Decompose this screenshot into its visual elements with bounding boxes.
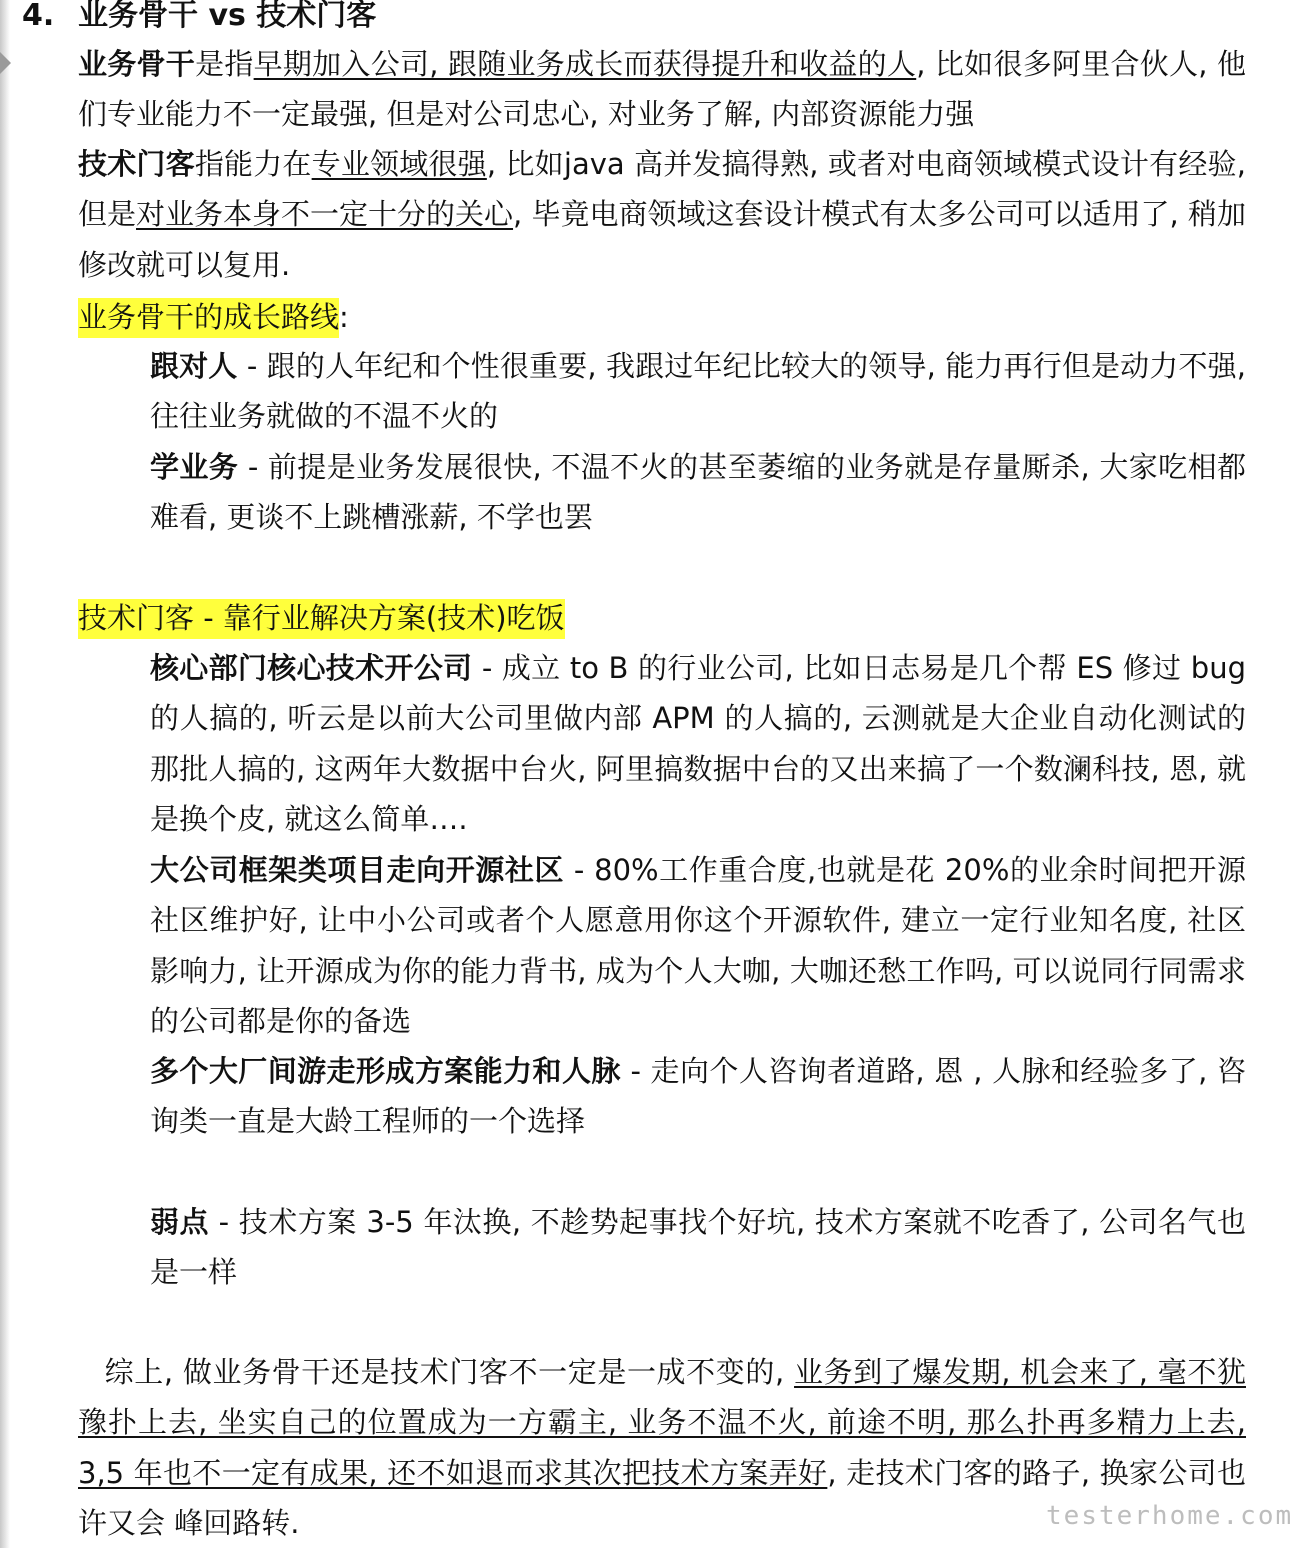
- item-term: 弱点: [150, 1205, 209, 1239]
- section-title: 业务骨干 vs 技术门客: [78, 0, 377, 33]
- text-span: , 毕竟电商领域这套设计模式有太多公司可以适用了, 稍加修改就可以复用.: [78, 197, 1246, 282]
- item-term: 跟对人: [150, 349, 238, 383]
- list-item-weakness: [150, 1197, 1246, 1298]
- item-text: - 前提是业务发展很快, 不温不火的甚至萎缩的业务就是存量厮杀, 大家吃相都难看, 更谈不上跳槽涨薪, 不学也罢: [150, 450, 1246, 535]
- watermark: testerhome.com: [1046, 1501, 1293, 1531]
- underlined-text: 业务到了爆发期, 机会来了, 毫不犹豫扑上去, 坐实自己的位置成为一方霸主, 业务不温不火, 前途不明, 那么扑再多精力上去, 3,5 年也不一定有成果, 还不如退而求其次把技术方案弄好: [78, 1355, 1246, 1490]
- highlight-heading-growth-path: [78, 292, 349, 342]
- item-text: - 技术方案 3-5 年汰换, 不趁势起事找个好坑, 技术方案就不吃香了, 公司名气也是一样: [150, 1205, 1246, 1290]
- text-span: 指能力在: [194, 147, 312, 181]
- text-span: , 走技术门客的路子, 换家公司也许又会 峰回路转.: [78, 1455, 1247, 1541]
- underlined-text: 早期加入公司, 跟随业务成长而获得提升和收益的人: [253, 47, 917, 81]
- text-span: , 比如java 高并发搞得熟, 或者对电商领域模式设计有经验, 但是: [78, 147, 1246, 232]
- list-item-core-tech-company: [150, 643, 1246, 845]
- item-term: 大公司框架类项目走向开源社区: [150, 853, 565, 887]
- highlighted-text: 业务骨干的成长路线: [78, 298, 339, 338]
- text-span: 是指: [195, 47, 254, 81]
- page-edge-shadow: [0, 0, 10, 1548]
- term-tech-retainer: 技术门客: [78, 147, 195, 181]
- highlight-heading-tech-retainer: [78, 593, 565, 643]
- paragraph-business-backbone: [78, 39, 1246, 140]
- item-text: - 成立 to B 的行业公司, 比如日志易是几个帮 ES 修过 bug 的人搞的, 听云是以前大公司里做内部 APM 的人搞的, 云测就是大企业自动化测试的那批人搞的, 这两年大数据中台火, 阿里搞数据中台的又出来搞了一个数澜科技, 恩, 就是换个皮, 就这么简单….: [150, 651, 1246, 837]
- item-term: 多个大厂间游走形成方案能力和人脉: [150, 1054, 621, 1088]
- text-span: :: [339, 300, 349, 334]
- underlined-text: 对业务本身不一定十分的关心: [136, 197, 514, 232]
- list-item-open-source: [150, 845, 1246, 1047]
- text-span: , 比如很多阿里合伙人, 他们专业能力不一定最强, 但是对公司忠心, 对业务了解, 内部资源能力强: [78, 47, 1247, 132]
- item-term: 学业务: [150, 450, 239, 484]
- section-number: 4.: [22, 0, 55, 33]
- paragraph-tech-retainer: [78, 139, 1246, 291]
- item-text: - 走向个人咨询者道路, 恩 , 人脉和经验多了, 咨询类一直是大龄工程师的一个选择: [150, 1054, 1246, 1139]
- section-heading: [22, 0, 376, 36]
- item-text: - 80%工作重合度,也就是花 20%的业余时间把开源社区维护好, 让中小公司或者个人愿意用你这个开源软件, 建立一定行业知名度, 社区影响力, 让开源成为你的能力背书, 成为个人大咖, 大咖还愁工作吗, 可以说同行同需求的公司都是你的备选: [150, 853, 1246, 1039]
- underlined-text: 专业领域很强: [311, 147, 487, 181]
- term-business-backbone: 业务骨干: [78, 47, 196, 81]
- list-item-follow-right-person: [150, 341, 1246, 442]
- item-text: - 跟的人年纪和个性很重要, 我跟过年纪比较大的领导, 能力再行但是动力不强, 往往业务就做的不温不火的: [150, 349, 1246, 434]
- list-item-learn-business: [150, 442, 1246, 543]
- list-item-consulting: [150, 1046, 1246, 1147]
- text-span: 综上, 做业务骨干还是技术门客不一定是一成不变的,: [104, 1355, 795, 1389]
- collapse-caret-icon[interactable]: [0, 52, 11, 74]
- item-term: 核心部门核心技术开公司: [150, 651, 473, 685]
- highlighted-text: 技术门客 - 靠行业解决方案(技术)吃饭: [78, 599, 565, 639]
